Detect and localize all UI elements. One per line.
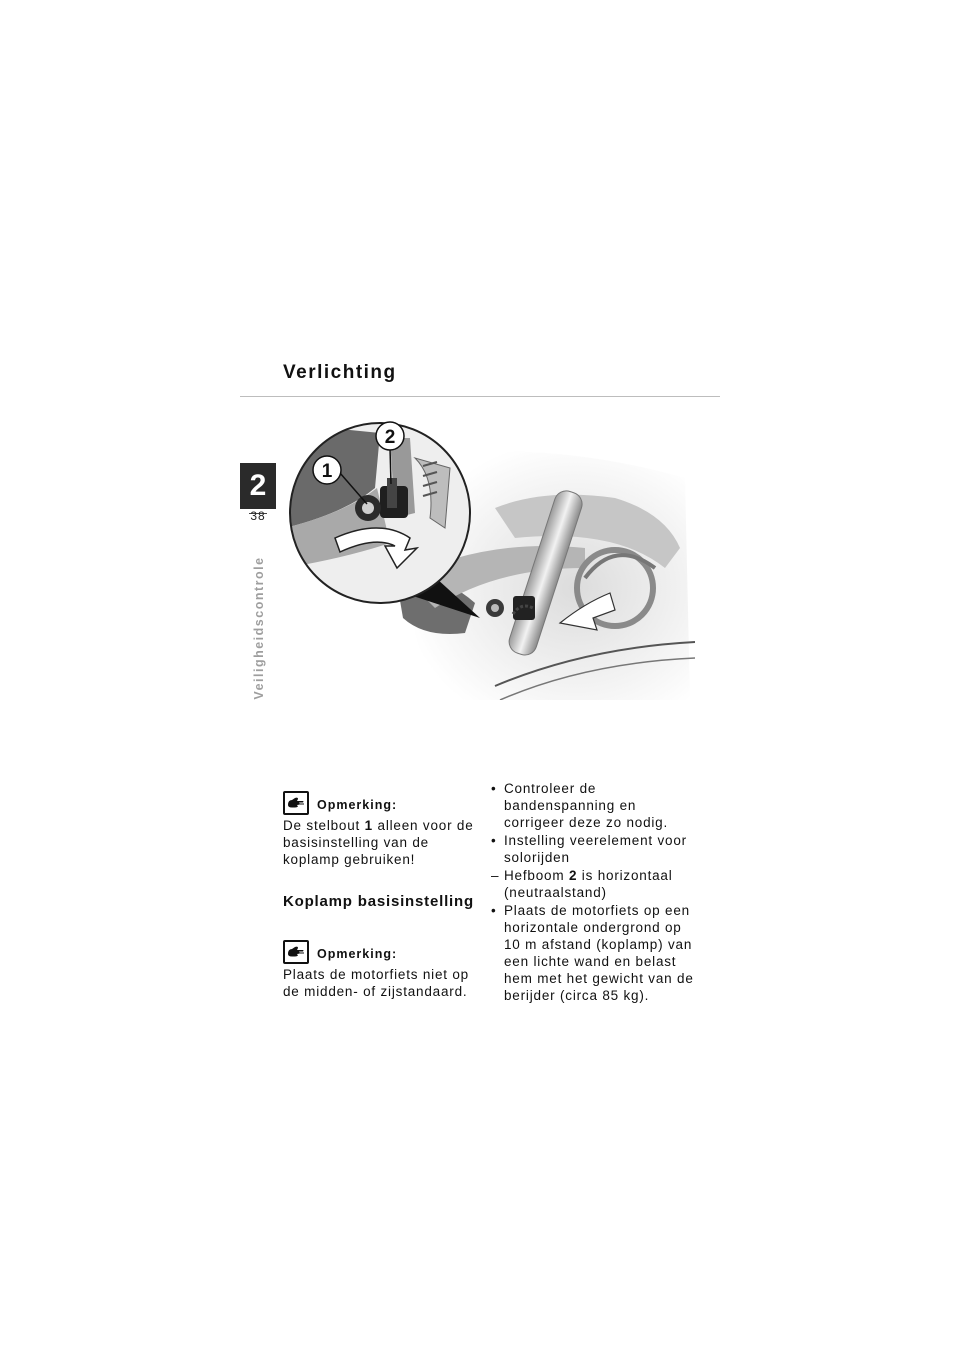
page-title: Verlichting <box>283 362 397 383</box>
list-text-part: is horizontaal (neutraalstand) <box>504 868 673 900</box>
reference-number: 2 <box>568 868 578 883</box>
note-block <box>283 785 483 815</box>
list-item-text <box>504 868 673 900</box>
page-number: 38 <box>250 509 266 523</box>
list-item <box>491 832 701 866</box>
right-column <box>491 780 701 1004</box>
headlight-adjustment-figure <box>285 418 695 700</box>
list-item <box>491 867 701 901</box>
reference-number: 1 <box>364 818 373 833</box>
list-text-part: Hefboom <box>504 868 569 883</box>
callout-1: 1 <box>321 461 333 482</box>
bullet-marker: • <box>491 903 497 918</box>
section-side-label: Veiligheidscontrole <box>252 556 266 700</box>
chapter-tab <box>240 463 276 529</box>
bullet-marker: • <box>491 781 497 796</box>
list-item <box>491 902 701 1004</box>
dash-marker: – <box>491 868 500 883</box>
section-heading: Koplamp basisinstelling <box>283 893 474 910</box>
chapter-number: 2 <box>249 469 267 502</box>
callout-2: 2 <box>384 427 396 448</box>
bullet-marker: • <box>491 833 497 848</box>
list-item-text: Instelling veerelement voor solorijden <box>504 833 687 865</box>
note-hand-icon <box>283 940 309 964</box>
note-text <box>283 817 483 868</box>
left-column <box>283 785 483 1000</box>
note-hand-icon <box>283 791 309 815</box>
list-item <box>491 780 701 831</box>
note-label: Opmerking: <box>317 798 398 812</box>
note-text-part: alleen voor de basisinstelling van de koplamp gebruiken! <box>283 818 474 867</box>
title-divider <box>240 396 720 397</box>
note-text: Plaats de motorfiets niet op de midden- of zijstandaard. <box>283 967 469 999</box>
list-item-text: Controleer de bandenspanning en corrigeer deze zo nodig. <box>504 781 669 830</box>
headlight-adjustment-illustration <box>285 418 695 700</box>
note-label: Opmerking: <box>317 947 398 961</box>
list-item-text: Plaats de motorfiets op een horizontale ondergrond op 10 m afstand (koplamp) van een lichte wand en belast hem met het gewicht van de berijder (circa 85 kg). <box>504 903 694 1003</box>
note-text-part: De stelbout <box>283 818 365 833</box>
note-block <box>283 934 483 964</box>
